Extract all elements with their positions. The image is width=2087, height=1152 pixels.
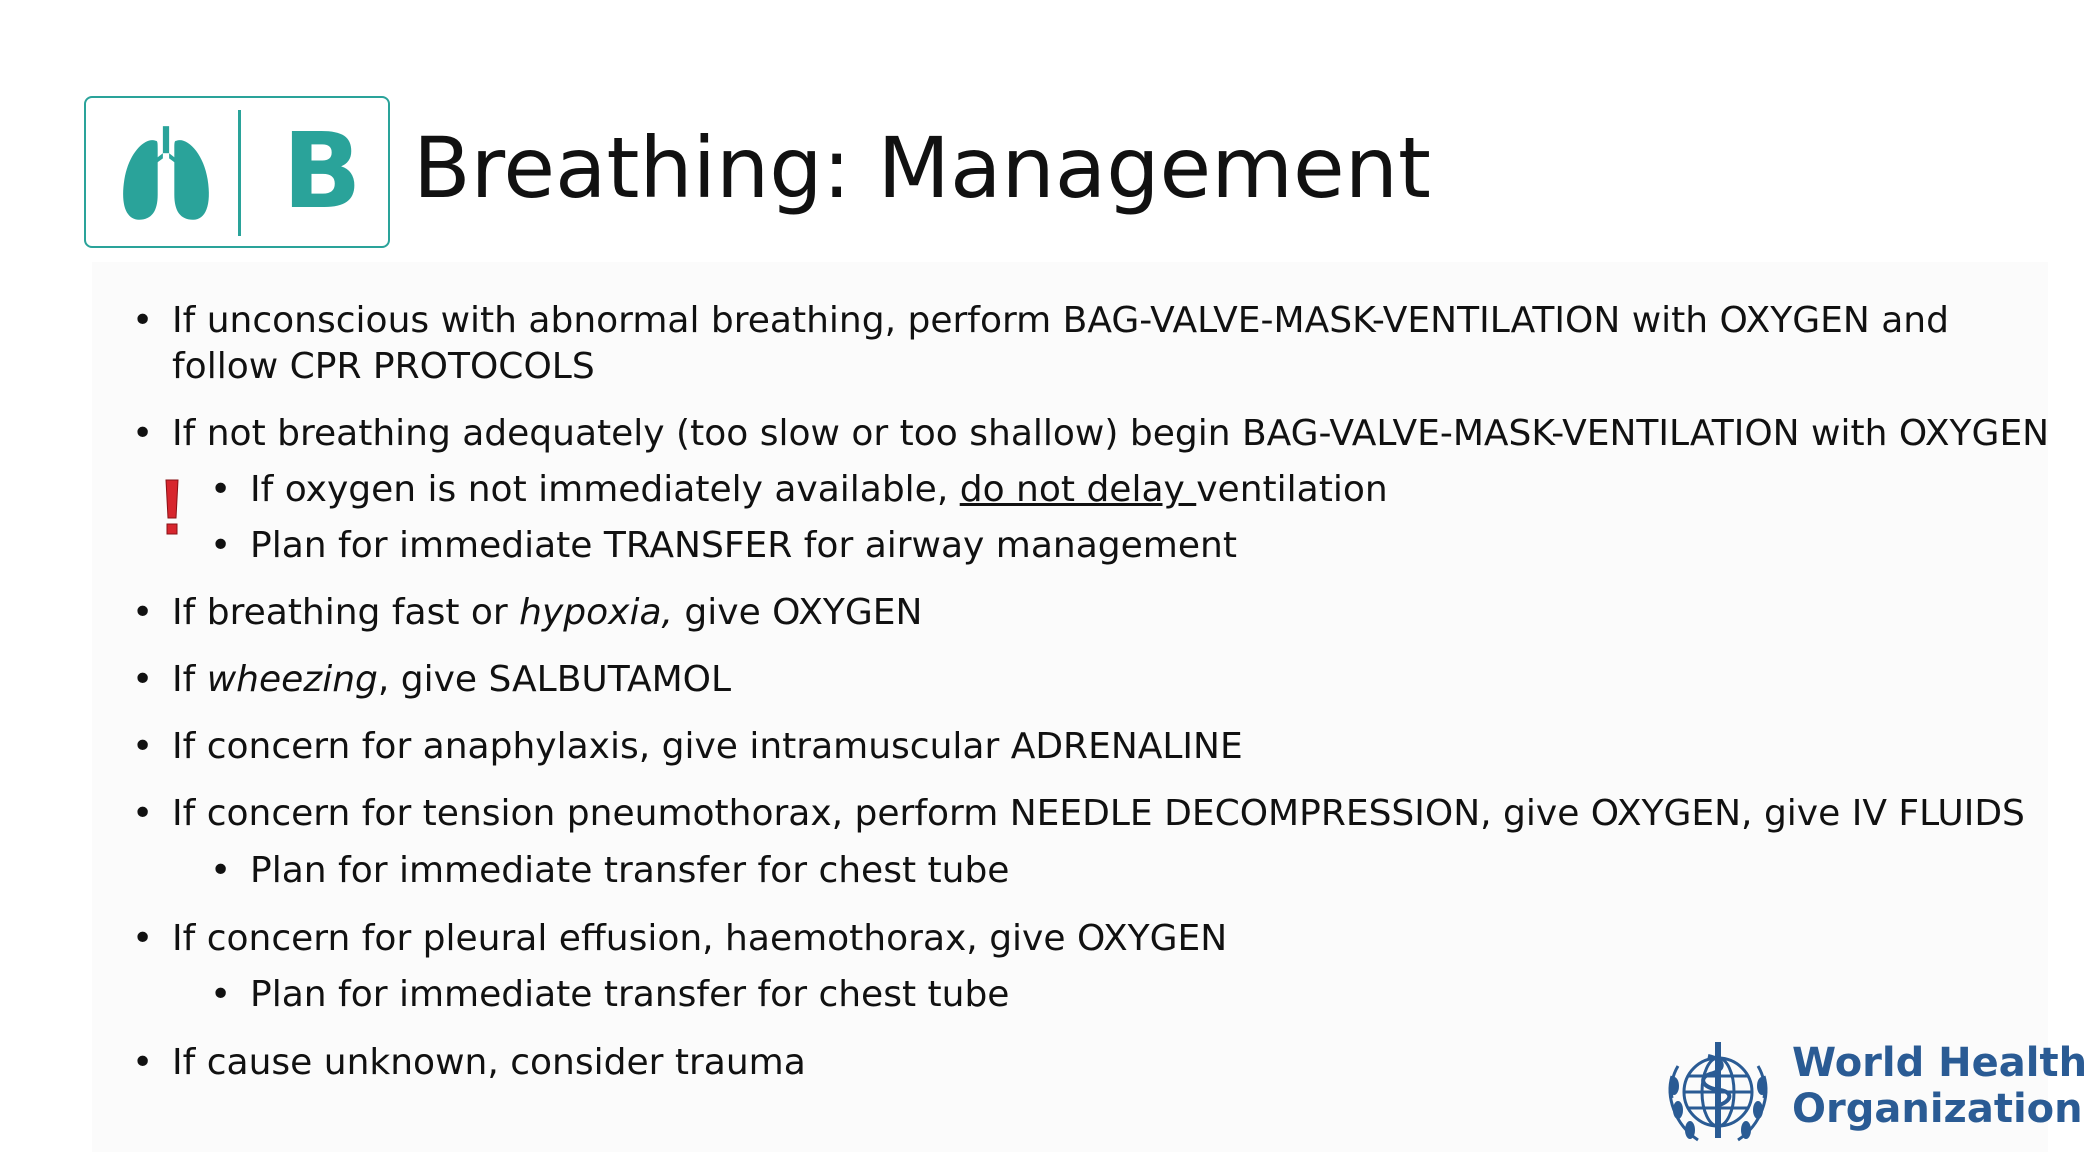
sub-bullet-item xyxy=(210,467,1388,513)
bullet-dot: • xyxy=(132,793,154,834)
who-logo-line1: World Health xyxy=(1792,1040,2087,1086)
bullet-dot: • xyxy=(132,1042,154,1083)
bullet-dot: • xyxy=(132,592,154,633)
badge-letter: B xyxy=(282,110,362,232)
lungs-icon xyxy=(114,122,218,226)
section-badge xyxy=(84,96,390,248)
bullet-text-before: If oxygen is not immediately available, xyxy=(250,469,960,510)
bullet-dot: • xyxy=(210,525,232,566)
bullet-item xyxy=(132,791,2025,837)
bullet-text: If concern for anaphylaxis, give intramuscular ADRENALINE xyxy=(172,726,1243,767)
bullet-text-underlined: do not delay xyxy=(959,469,1197,510)
who-emblem-icon xyxy=(1658,1036,1778,1148)
bullet-item xyxy=(132,916,1228,962)
bullet-text-before: If xyxy=(172,659,207,700)
bullet-text: If concern for tension pneumothorax, perform NEEDLE DECOMPRESSION, give OXYGEN, give IV FLUIDS xyxy=(172,793,2025,834)
badge-divider xyxy=(238,110,241,236)
bullet-text-after: give OXYGEN xyxy=(672,592,923,633)
bullet-item xyxy=(132,298,1949,344)
bullet-text: If concern for pleural effusion, haemothorax, give OXYGEN xyxy=(172,918,1228,959)
bullet-dot: • xyxy=(210,850,232,891)
bullet-item xyxy=(132,590,923,636)
bullet-text: If cause unknown, consider trauma xyxy=(172,1042,806,1083)
bullet-dot: • xyxy=(132,726,154,767)
bullet-text: Plan for immediate TRANSFER for airway management xyxy=(250,525,1237,566)
bullet-dot: • xyxy=(210,469,232,510)
who-logo-text xyxy=(1792,1040,2087,1132)
who-logo xyxy=(1656,1032,2087,1152)
bullet-text: If not breathing adequately (too slow or too shallow) begin BAG-VALVE-MASK-VENTILATION with OXYGEN xyxy=(172,413,2050,454)
bullet-item xyxy=(132,724,1243,770)
bullet-dot: • xyxy=(132,300,154,341)
who-logo-line2: Organization xyxy=(1792,1086,2083,1132)
exclamation-icon xyxy=(160,478,184,538)
bullet-dot: • xyxy=(132,413,154,454)
bullet-text: follow CPR PROTOCOLS xyxy=(172,346,595,387)
bullet-item-continuation xyxy=(172,344,595,390)
sub-bullet-item xyxy=(210,972,1010,1018)
slide-title: Breathing: Management xyxy=(413,119,1431,217)
bullet-item xyxy=(132,411,2050,457)
bullet-text-italic: wheezing xyxy=(206,659,378,700)
bullet-text: Plan for immediate transfer for chest tube xyxy=(250,974,1010,1015)
bullet-text-after: , give SALBUTAMOL xyxy=(377,659,732,700)
content-area xyxy=(92,262,2048,1152)
bullet-text-italic: hypoxia, xyxy=(519,592,673,633)
bullet-item xyxy=(132,657,732,703)
bullet-dot: • xyxy=(132,659,154,700)
sub-bullet-item xyxy=(210,523,1237,569)
sub-bullet-item xyxy=(210,848,1010,894)
bullet-text-before: If breathing fast or xyxy=(172,592,520,633)
bullet-dot: • xyxy=(132,918,154,959)
bullet-text-after: ventilation xyxy=(1196,469,1388,510)
bullet-text: If unconscious with abnormal breathing, perform BAG-VALVE-MASK-VENTILATION with OXYGEN and xyxy=(172,300,1949,341)
bullet-item xyxy=(132,1040,806,1086)
bullet-dot: • xyxy=(210,974,232,1015)
bullet-text: Plan for immediate transfer for chest tube xyxy=(250,850,1010,891)
